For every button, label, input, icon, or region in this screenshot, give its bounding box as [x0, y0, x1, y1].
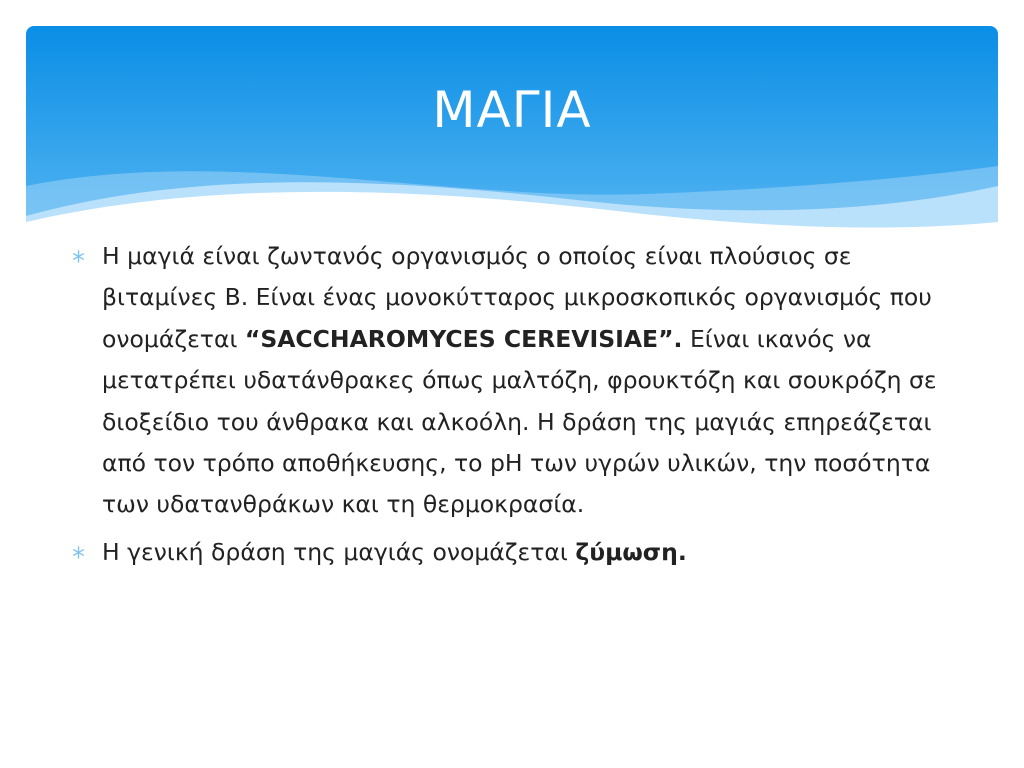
bullet-bold-text: ζύμωση.	[575, 537, 687, 566]
slide-title: ΜΑΓΙΑ	[432, 81, 592, 139]
bullet-text: Είναι ικανός να μετατρέπει υδατάνθρακες όπως μαλτόζη, φρουκτόζη και σουκρόζη σε διοξείδιο του άνθρακα και αλκοόλη. Η δράση της μαγιάς επηρεάζεται από τον τρόπο αποθήκευσης, το pH των υγρών υλικών, την ποσότητα των υδατανθράκων και τη θερμοκρασία.	[102, 324, 937, 519]
asterisk-bullet-icon	[72, 250, 85, 263]
asterisk-bullet-icon	[72, 546, 85, 559]
bullet-text: Η μαγιά είναι ζωντανός οργανισμός ο οποίος είναι πλούσιος σε βιταμίνες Β. Είναι ένας μονοκύτταρος μικροσκοπικός οργανισμός που ονομάζεται	[102, 242, 932, 353]
bullet-item	[72, 236, 952, 526]
bullet-list	[72, 236, 952, 579]
bullet-text: Η γενική δράση της μαγιάς ονομάζεται	[102, 537, 576, 566]
bullet-bold-text: “SACCHAROMYCES CEREVISIAE”.	[244, 324, 683, 353]
bullet-item	[72, 532, 952, 573]
